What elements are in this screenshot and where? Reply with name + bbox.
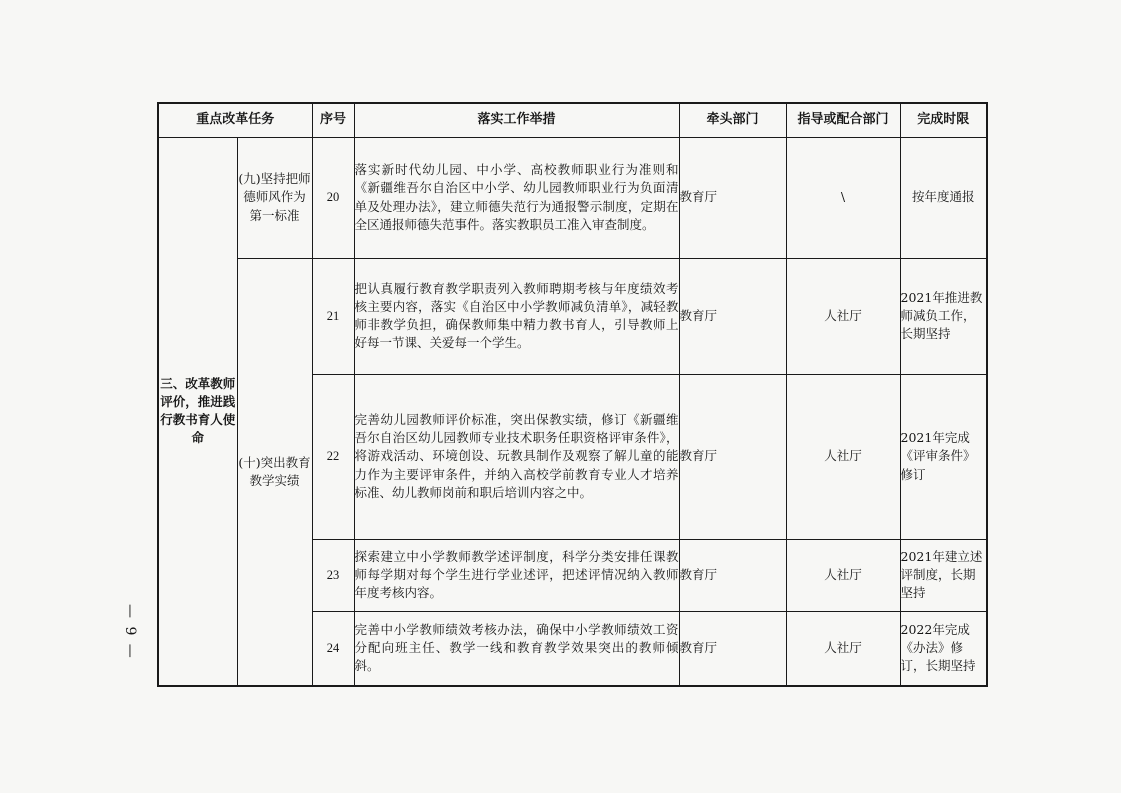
support-dept-cell: 人社厅 [786,258,900,374]
table-header-row [158,103,987,137]
header-task: 重点改革任务 [158,103,312,137]
deadline-cell: 2021年建立述评制度，长期坚持 [900,539,987,611]
support-dept-cell: \ [786,137,900,258]
measure-cell: 探索建立中小学教师教学述评制度，科学分类安排任课教师每学期对每个学生进行学业述评，把述评情况纳入教师年度考核内容。 [354,539,679,611]
deadline-cell: 2021年完成《评审条件》修订 [900,374,987,539]
seq-cell: 22 [312,374,354,539]
seq-cell: 20 [312,137,354,258]
support-dept-cell: 人社厅 [786,611,900,686]
measure-cell: 落实新时代幼儿园、中小学、高校教师职业行为准则和《新疆维吾尔自治区中小学、幼儿园教师职业行为负面清单及处理办法》，建立师德失范行为通报警示制度，定期在全区通报师德失范事件。落实教职员工准入审查制度。 [354,137,679,258]
header-deadline: 完成时限 [900,103,987,137]
header-lead: 牵头部门 [679,103,786,137]
table-row [158,137,987,258]
table-row [158,258,987,374]
deadline-cell: 2021年推进教师减负工作，长期坚持 [900,258,987,374]
main-task-cell: 三、改革教师评价，推进践行教书育人使命 [158,137,237,686]
measure-cell: 完善中小学教师绩效考核办法，确保中小学教师绩效工资分配向班主任、教学一线和教育教学效果突出的教师倾斜。 [354,611,679,686]
seq-cell: 23 [312,539,354,611]
support-dept-cell: 人社厅 [786,374,900,539]
deadline-cell: 2022年完成《办法》修订，长期坚持 [900,611,987,686]
lead-dept-cell: 教育厅 [679,539,786,611]
seq-cell: 21 [312,258,354,374]
seq-cell: 24 [312,611,354,686]
measure-cell: 完善幼儿园教师评价标准，突出保教实绩，修订《新疆维吾尔自治区幼儿园教师专业技术职务任职资格评审条件》，将游戏活动、环境创设、玩教具制作及观察了解儿童的能力作为主要评审条件，并纳入高校学前教育专业人才培养标准、幼儿教师岗前和职后培训内容之中。 [354,374,679,539]
header-support: 指导或配合部门 [786,103,900,137]
header-seq: 序号 [312,103,354,137]
subtask-ten-cell: (十)突出教育教学实绩 [237,258,312,686]
subtask-nine-cell: (九)坚持把师德师风作为第一标准 [237,137,312,258]
deadline-cell: 按年度通报 [900,137,987,258]
reform-task-table [157,102,988,687]
measure-cell: 把认真履行教育教学职责列入教师聘期考核与年度绩效考核主要内容，落实《自治区中小学教师减负清单》，减轻教师非教学负担，确保教师集中精力教书育人，引导教师上好每一节课、关爱每一个学生。 [354,258,679,374]
page-number: — 9 — [122,604,138,660]
lead-dept-cell: 教育厅 [679,611,786,686]
lead-dept-cell: 教育厅 [679,258,786,374]
lead-dept-cell: 教育厅 [679,137,786,258]
lead-dept-cell: 教育厅 [679,374,786,539]
header-measure: 落实工作举措 [354,103,679,137]
support-dept-cell: 人社厅 [786,539,900,611]
